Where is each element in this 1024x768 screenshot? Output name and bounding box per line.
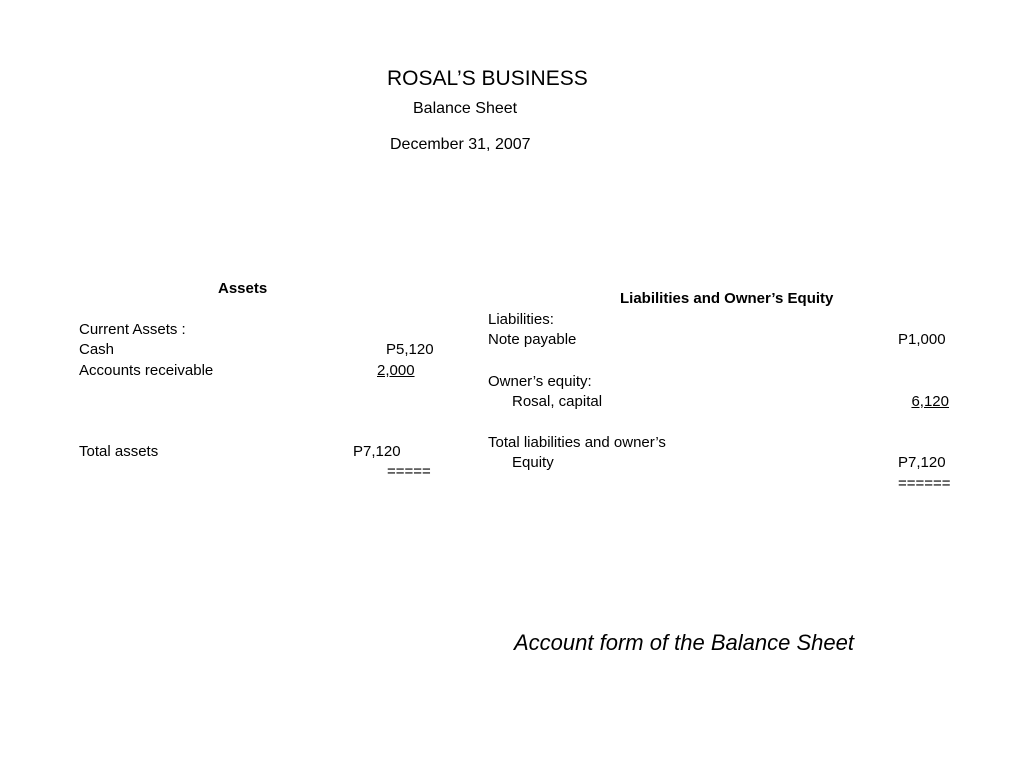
note-payable-label: Note payable bbox=[488, 331, 577, 348]
cash-value: P5,120 bbox=[386, 341, 434, 358]
owners-equity-label: Owner’s equity: bbox=[488, 373, 592, 390]
total-liabilities-label: Total liabilities and owner’s bbox=[488, 434, 666, 451]
liabilities-label: Liabilities: bbox=[488, 311, 554, 328]
slide-caption: Account form of the Balance Sheet bbox=[514, 630, 854, 655]
note-payable-value: P1,000 bbox=[898, 331, 946, 348]
total-liabilities-value: P7,120 bbox=[898, 454, 946, 471]
rosal-capital-value: 6,120 bbox=[911, 393, 949, 410]
company-title: ROSAL’S BUSINESS bbox=[387, 67, 588, 90]
total-assets-rule: ===== bbox=[387, 463, 431, 480]
accounts-receivable-value: 2,000 bbox=[377, 362, 415, 379]
liabilities-heading: Liabilities and Owner’s Equity bbox=[620, 290, 834, 307]
rosal-capital-label: Rosal, capital bbox=[512, 393, 603, 410]
statement-date: December 31, 2007 bbox=[390, 136, 531, 153]
cash-label: Cash bbox=[79, 341, 115, 358]
total-assets-label: Total assets bbox=[79, 443, 159, 460]
current-assets-label: Current Assets : bbox=[79, 321, 186, 338]
total-equity-label: Equity bbox=[512, 454, 554, 471]
total-assets-value: P7,120 bbox=[353, 443, 401, 460]
total-liabilities-rule: ====== bbox=[898, 475, 951, 492]
statement-title: Balance Sheet bbox=[413, 100, 518, 117]
accounts-receivable-label: Accounts receivable bbox=[79, 362, 214, 379]
assets-heading: Assets bbox=[218, 280, 268, 297]
